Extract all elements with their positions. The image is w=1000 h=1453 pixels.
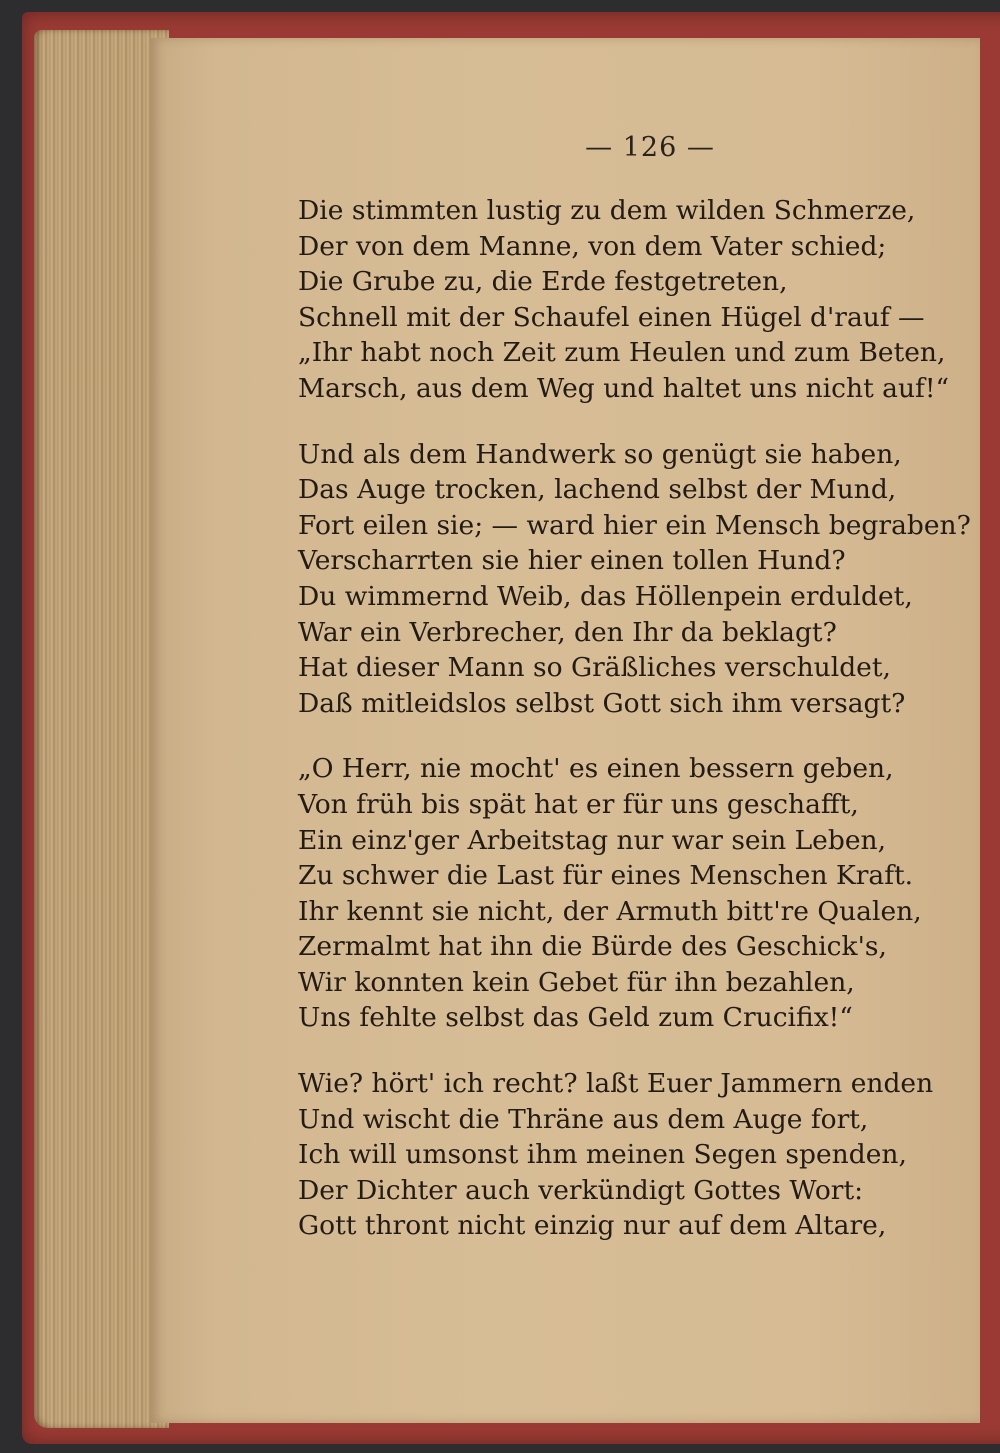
poem-line: „O Herr, nie mocht' es einen bessern geben, (298, 753, 894, 785)
page-edges (34, 30, 169, 1428)
poem-line: Der von dem Manne, von dem Vater schied; (298, 230, 887, 262)
poem-line: Das Auge trocken, lachend selbst der Mund, (298, 474, 897, 506)
poem-line: Zu schwer die Last für eines Menschen Kraft. (298, 860, 914, 892)
poem-line: Gott thront nicht einzig nur auf dem Altare, (298, 1210, 887, 1242)
poem-line: Ein einz'ger Arbeitstag nur war sein Leben, (298, 824, 886, 856)
poem-line: Hat dieser Mann so Gräßliches verschuldet, (298, 652, 891, 684)
poem-line: Marsch, aus dem Weg und haltet uns nicht auf!“ (298, 372, 950, 404)
poem-line: Fort eilen sie; — ward hier ein Mensch begraben? (298, 509, 971, 541)
poem-line: Daß mitleidslos selbst Gott sich ihm versagt? (298, 687, 906, 719)
poem-line: Wie? hört' ich recht? laßt Euer Jammern enden (298, 1068, 934, 1100)
stanza (298, 193, 968, 407)
poem-line: Ich will umsonst ihm meinen Segen spenden, (298, 1139, 907, 1171)
poem-line: Von früh bis spät hat er für uns geschafft, (298, 788, 859, 820)
poem-line: Der Dichter auch verkündigt Gottes Wort: (298, 1174, 864, 1206)
poem-line: Die Grube zu, die Erde festgetreten, (298, 266, 788, 298)
poem-line: Uns fehlte selbst das Geld zum Crucifix!“ (298, 1002, 853, 1034)
poem-line: Und wischt die Thräne aus dem Auge fort, (298, 1103, 869, 1135)
poem-line: Wir konnten kein Gebet für ihn bezahlen, (298, 966, 855, 998)
poem-line: Schnell mit der Schaufel einen Hügel d'rauf — (298, 301, 925, 333)
poem-line: Die stimmten lustig zu dem wilden Schmerze, (298, 195, 916, 226)
poem-line: Zermalmt hat ihn die Bürde des Geschick's, (298, 931, 887, 963)
poem-line: „Ihr habt noch Zeit zum Heulen und zum Beten, (298, 337, 946, 369)
poem-line: Ihr kennt sie nicht, der Armuth bitt're Qualen, (298, 895, 922, 927)
stanza (298, 1066, 968, 1244)
poem-line: Und als dem Handwerk so genügt sie haben, (298, 438, 902, 470)
stanza (298, 437, 971, 722)
poem-line: Verscharrten sie hier einen tollen Hund? (298, 545, 846, 577)
poem-text (298, 193, 971, 1244)
stanza (298, 751, 968, 1036)
poem-line: Du wimmernd Weib, das Höllenpein erduldet, (298, 580, 913, 612)
page-number: — 126 — (585, 132, 715, 163)
poem-line: War ein Verbrecher, den Ihr da beklagt? (298, 616, 837, 648)
